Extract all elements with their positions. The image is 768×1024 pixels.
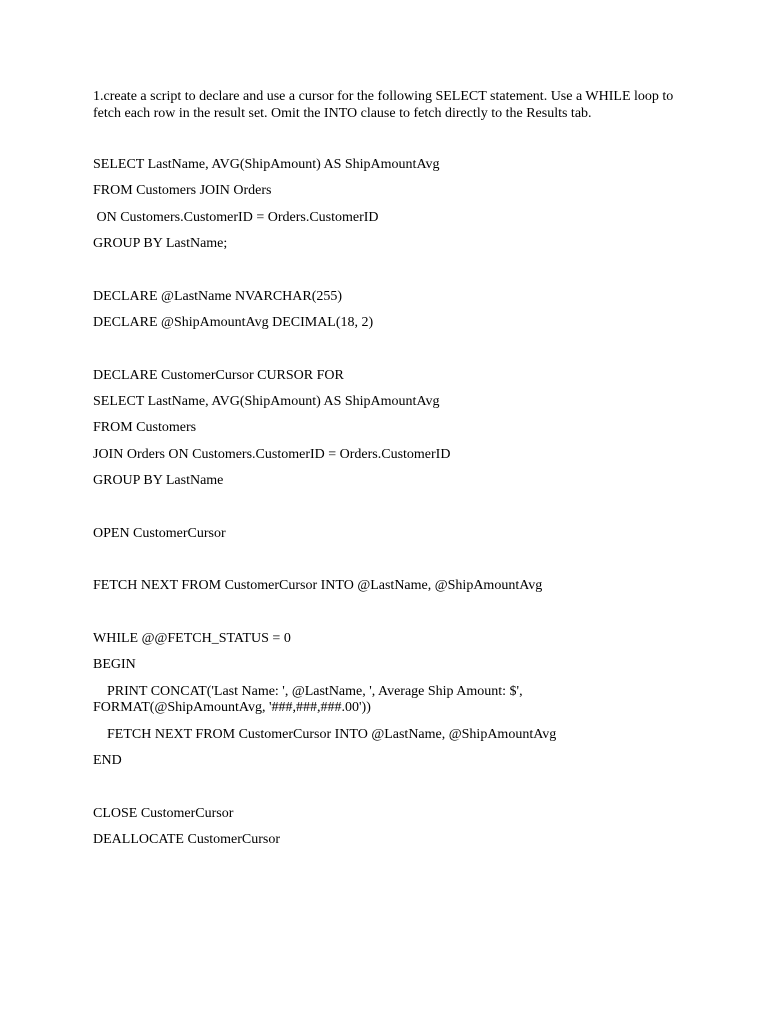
select-line-1: SELECT LastName, AVG(ShipAmount) AS ShipAmountAvg [93, 157, 440, 172]
cursor-line-1: DECLARE CustomerCursor CURSOR FOR [93, 368, 344, 383]
cursor-line-5: GROUP BY LastName [93, 473, 224, 488]
open-cursor-line: OPEN CustomerCursor [93, 526, 226, 541]
deallocate-cursor-line: DEALLOCATE CustomerCursor [93, 832, 281, 847]
print-line-2: FORMAT(@ShipAmountAvg, '###,###,###.00')) [93, 700, 371, 715]
begin-line: BEGIN [93, 657, 136, 672]
cursor-line-3: FROM Customers [93, 420, 197, 435]
cursor-line-4: JOIN Orders ON Customers.CustomerID = Orders.CustomerID [93, 447, 451, 462]
declare-shipamount-line: DECLARE @ShipAmountAvg DECIMAL(18, 2) [93, 315, 374, 330]
select-line-4: GROUP BY LastName; [93, 236, 228, 251]
end-line: END [93, 753, 122, 768]
cursor-line-2: SELECT LastName, AVG(ShipAmount) AS ShipAmountAvg [93, 394, 440, 409]
question-text: 1.create a script to declare and use a cursor for the following SELECT statement. Use a WHILE loop to fetch each row in the result set. Omit the INTO clause to fetch directly to the Results tab. [93, 89, 674, 121]
declare-lastname-line: DECLARE @LastName NVARCHAR(255) [93, 289, 343, 304]
while-line: WHILE @@FETCH_STATUS = 0 [93, 631, 291, 646]
close-cursor-line: CLOSE CustomerCursor [93, 806, 234, 821]
select-line-3: ON Customers.CustomerID = Orders.CustomerID [93, 210, 379, 225]
fetch-line: FETCH NEXT FROM CustomerCursor INTO @LastName, @ShipAmountAvg [93, 578, 543, 593]
fetch-inner-line: FETCH NEXT FROM CustomerCursor INTO @LastName, @ShipAmountAvg [93, 727, 557, 742]
print-line-1: PRINT CONCAT('Last Name: ', @LastName, ', Average Ship Amount: $', [93, 684, 523, 699]
select-line-2: FROM Customers JOIN Orders [93, 183, 272, 198]
